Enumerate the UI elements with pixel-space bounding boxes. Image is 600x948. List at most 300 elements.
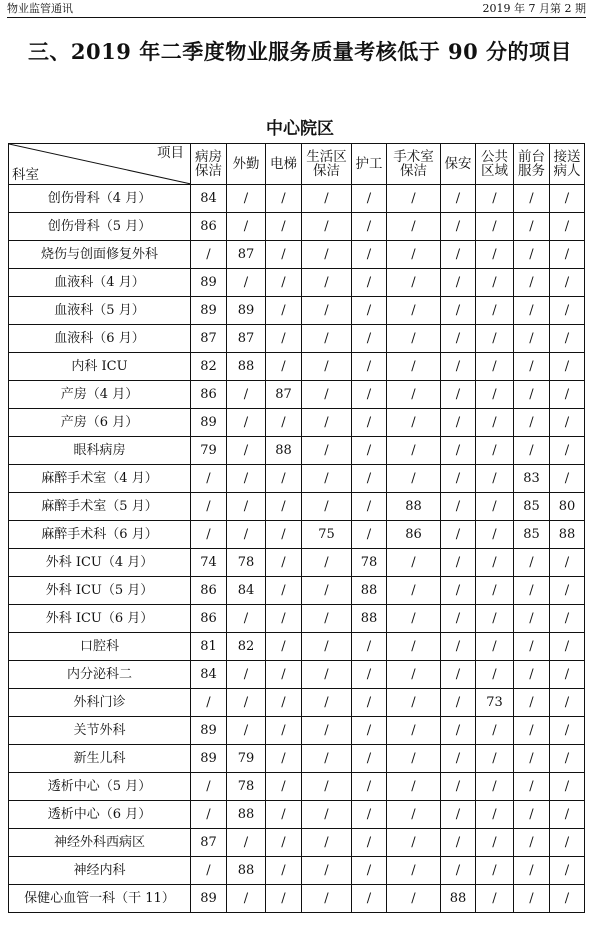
department-cell: 保健心血管一科（干 11）: [9, 885, 191, 913]
table-row: [9, 857, 585, 885]
department-cell: 口腔科: [9, 633, 191, 661]
score-cell: /: [514, 381, 550, 409]
score-cell: /: [191, 773, 227, 801]
score-cell: /: [191, 801, 227, 829]
score-cell: /: [550, 381, 585, 409]
score-cell: 87: [227, 241, 266, 269]
score-cell: /: [387, 689, 441, 717]
score-cell: /: [352, 801, 387, 829]
header-row: [9, 144, 585, 185]
score-cell: /: [514, 325, 550, 353]
score-cell: /: [266, 689, 302, 717]
score-cell: /: [302, 605, 352, 633]
score-cell: /: [302, 241, 352, 269]
score-cell: /: [302, 465, 352, 493]
department-cell: 麻醉手术科（6 月）: [9, 521, 191, 549]
score-cell: /: [514, 185, 550, 213]
score-cell: /: [514, 241, 550, 269]
table-row: [9, 297, 585, 325]
score-cell: 89: [191, 745, 227, 773]
score-cell: /: [476, 185, 514, 213]
score-cell: 88: [352, 577, 387, 605]
section-title: 中心院区: [266, 119, 334, 139]
score-cell: /: [227, 465, 266, 493]
score-cell: /: [266, 829, 302, 857]
score-cell: /: [352, 465, 387, 493]
column-header-line: 病房: [195, 149, 222, 165]
score-cell: /: [266, 745, 302, 773]
column-header-line: 电梯: [270, 156, 297, 172]
score-cell: /: [302, 857, 352, 885]
score-cell: 82: [227, 633, 266, 661]
department-cell: 眼科病房: [9, 437, 191, 465]
score-cell: /: [227, 269, 266, 297]
score-cell: /: [514, 829, 550, 857]
score-cell: 79: [191, 437, 227, 465]
score-cell: /: [514, 213, 550, 241]
score-cell: 87: [191, 829, 227, 857]
score-cell: /: [476, 269, 514, 297]
table-row: [9, 885, 585, 913]
score-cell: 86: [191, 605, 227, 633]
publication-name: 物业监管通讯: [7, 2, 73, 15]
score-cell: /: [441, 521, 476, 549]
score-cell: /: [476, 521, 514, 549]
department-cell: 产房（4 月）: [9, 381, 191, 409]
table-row: [9, 465, 585, 493]
score-cell: /: [441, 269, 476, 297]
score-cell: /: [227, 829, 266, 857]
score-cell: /: [550, 661, 585, 689]
score-cell: /: [387, 409, 441, 437]
score-cell: /: [352, 857, 387, 885]
score-cell: /: [550, 801, 585, 829]
score-cell: /: [227, 409, 266, 437]
score-cell: /: [352, 409, 387, 437]
score-cell: /: [441, 213, 476, 241]
score-cell: 88: [227, 801, 266, 829]
column-header: [352, 144, 387, 185]
score-cell: /: [441, 633, 476, 661]
score-cell: /: [266, 493, 302, 521]
score-cell: /: [441, 577, 476, 605]
score-cell: /: [352, 745, 387, 773]
score-cell: 89: [191, 269, 227, 297]
column-header-line: 区域: [481, 163, 508, 179]
score-cell: /: [352, 381, 387, 409]
score-cell: /: [266, 773, 302, 801]
score-cell: /: [514, 633, 550, 661]
score-cell: /: [191, 521, 227, 549]
score-cell: 88: [387, 493, 441, 521]
department-cell: 外科 ICU（6 月）: [9, 605, 191, 633]
column-header: [302, 144, 352, 185]
score-cell: /: [514, 689, 550, 717]
department-cell: 内分泌科二: [9, 661, 191, 689]
score-cell: /: [550, 549, 585, 577]
score-cell: /: [227, 437, 266, 465]
score-cell: /: [441, 801, 476, 829]
score-cell: /: [550, 633, 585, 661]
score-cell: /: [476, 829, 514, 857]
score-cell: /: [227, 885, 266, 913]
score-cell: /: [266, 521, 302, 549]
score-cell: /: [387, 465, 441, 493]
score-cell: /: [514, 605, 550, 633]
score-cell: /: [441, 717, 476, 745]
score-cell: /: [550, 605, 585, 633]
score-cell: /: [476, 885, 514, 913]
score-cell: /: [302, 829, 352, 857]
score-cell: 85: [514, 521, 550, 549]
score-cell: /: [266, 325, 302, 353]
column-header: [441, 144, 476, 185]
score-cell: /: [266, 661, 302, 689]
column-header-line: 病人: [553, 163, 581, 179]
score-cell: /: [387, 577, 441, 605]
score-cell: /: [441, 605, 476, 633]
score-cell: /: [550, 353, 585, 381]
score-cell: /: [352, 689, 387, 717]
table-row: [9, 325, 585, 353]
score-cell: 82: [191, 353, 227, 381]
score-cell: /: [227, 521, 266, 549]
score-cell: /: [352, 493, 387, 521]
score-cell: /: [191, 857, 227, 885]
table-row: [9, 241, 585, 269]
page-title: 三、2019 年二季度物业服务质量考核低于 90 分的项目: [27, 39, 573, 64]
score-cell: /: [266, 605, 302, 633]
score-cell: /: [352, 717, 387, 745]
score-cell: /: [227, 717, 266, 745]
table-row: [9, 381, 585, 409]
score-cell: /: [441, 549, 476, 577]
score-cell: /: [266, 269, 302, 297]
score-cell: /: [302, 353, 352, 381]
score-cell: /: [227, 605, 266, 633]
score-cell: /: [302, 437, 352, 465]
score-cell: /: [191, 241, 227, 269]
score-cell: /: [550, 857, 585, 885]
score-cell: /: [266, 241, 302, 269]
column-header: [387, 144, 441, 185]
score-cell: /: [441, 381, 476, 409]
score-cell: /: [476, 605, 514, 633]
score-cell: /: [514, 409, 550, 437]
score-cell: /: [387, 241, 441, 269]
score-cell: /: [302, 493, 352, 521]
score-cell: 84: [191, 661, 227, 689]
score-cell: /: [550, 241, 585, 269]
score-cell: /: [302, 325, 352, 353]
score-cell: /: [266, 297, 302, 325]
table-row: [9, 493, 585, 521]
score-cell: /: [550, 297, 585, 325]
department-cell: 内科 ICU: [9, 353, 191, 381]
department-cell: 外科 ICU（5 月）: [9, 577, 191, 605]
corner-header-cell: [9, 144, 191, 185]
table-header: [9, 144, 585, 185]
table-row: [9, 633, 585, 661]
score-cell: /: [302, 801, 352, 829]
department-cell: 产房（6 月）: [9, 409, 191, 437]
score-cell: /: [514, 745, 550, 773]
score-cell: /: [387, 605, 441, 633]
column-header: [227, 144, 266, 185]
score-cell: /: [191, 465, 227, 493]
score-cell: /: [514, 661, 550, 689]
score-cell: /: [302, 213, 352, 241]
table-row: [9, 185, 585, 213]
table-row: [9, 409, 585, 437]
score-cell: /: [514, 801, 550, 829]
score-cell: /: [387, 633, 441, 661]
score-cell: /: [476, 633, 514, 661]
score-cell: 88: [441, 885, 476, 913]
score-cell: 88: [227, 353, 266, 381]
table-row: [9, 605, 585, 633]
score-cell: /: [352, 885, 387, 913]
score-cell: /: [387, 353, 441, 381]
score-cell: /: [352, 213, 387, 241]
score-cell: /: [352, 773, 387, 801]
table-row: [9, 689, 585, 717]
score-cell: /: [514, 717, 550, 745]
column-header: [191, 144, 227, 185]
department-cell: 麻醉手术室（4 月）: [9, 465, 191, 493]
department-cell: 透析中心（6 月）: [9, 801, 191, 829]
score-cell: /: [227, 213, 266, 241]
score-cell: /: [352, 521, 387, 549]
score-cell: /: [387, 661, 441, 689]
score-cell: /: [476, 381, 514, 409]
score-cell: /: [266, 549, 302, 577]
table-row: [9, 717, 585, 745]
score-cell: 88: [550, 521, 585, 549]
department-cell: 关节外科: [9, 717, 191, 745]
score-cell: 79: [227, 745, 266, 773]
table-row: [9, 437, 585, 465]
score-cell: /: [550, 689, 585, 717]
score-cell: /: [352, 437, 387, 465]
score-cell: /: [441, 437, 476, 465]
column-header-line: 保洁: [313, 163, 340, 179]
score-cell: /: [514, 773, 550, 801]
score-cell: 89: [191, 297, 227, 325]
score-cell: 80: [550, 493, 585, 521]
score-cell: 75: [302, 521, 352, 549]
score-cell: /: [441, 745, 476, 773]
score-cell: /: [266, 465, 302, 493]
score-cell: /: [266, 213, 302, 241]
department-cell: 创伤骨科（5 月）: [9, 213, 191, 241]
department-cell: 神经外科西病区: [9, 829, 191, 857]
score-cell: 89: [227, 297, 266, 325]
score-cell: /: [302, 689, 352, 717]
score-cell: /: [476, 745, 514, 773]
score-cell: /: [227, 185, 266, 213]
score-cell: /: [227, 381, 266, 409]
score-cell: /: [352, 661, 387, 689]
score-cell: /: [514, 577, 550, 605]
score-cell: 78: [352, 549, 387, 577]
score-cell: /: [441, 465, 476, 493]
score-cell: 87: [191, 325, 227, 353]
score-cell: /: [514, 885, 550, 913]
score-cell: /: [550, 885, 585, 913]
column-header-line: 保安: [444, 156, 472, 172]
score-cell: /: [387, 381, 441, 409]
score-cell: 83: [514, 465, 550, 493]
score-cell: /: [476, 409, 514, 437]
score-cell: 87: [227, 325, 266, 353]
score-cell: /: [387, 213, 441, 241]
score-table: [8, 143, 585, 913]
score-cell: /: [266, 857, 302, 885]
score-cell: /: [387, 857, 441, 885]
score-cell: /: [302, 661, 352, 689]
score-cell: /: [302, 381, 352, 409]
score-cell: /: [266, 885, 302, 913]
table-row: [9, 353, 585, 381]
score-cell: /: [302, 885, 352, 913]
score-cell: /: [550, 577, 585, 605]
score-cell: 89: [191, 717, 227, 745]
score-cell: /: [476, 297, 514, 325]
header-divider: [7, 17, 586, 18]
score-cell: /: [227, 493, 266, 521]
score-cell: 88: [266, 437, 302, 465]
score-cell: /: [476, 549, 514, 577]
table-row: [9, 549, 585, 577]
score-cell: /: [302, 409, 352, 437]
score-cell: /: [302, 185, 352, 213]
score-cell: /: [387, 437, 441, 465]
score-cell: /: [266, 409, 302, 437]
score-cell: 89: [191, 885, 227, 913]
department-cell: 烧伤与创面修复外科: [9, 241, 191, 269]
score-cell: 87: [266, 381, 302, 409]
score-cell: /: [514, 353, 550, 381]
score-cell: /: [266, 801, 302, 829]
table-row: [9, 213, 585, 241]
score-cell: /: [302, 717, 352, 745]
score-cell: /: [302, 269, 352, 297]
table-body: [9, 185, 585, 913]
column-header-line: 公共: [481, 149, 508, 165]
score-cell: /: [387, 297, 441, 325]
score-cell: /: [352, 241, 387, 269]
score-cell: /: [514, 437, 550, 465]
score-cell: /: [352, 633, 387, 661]
score-cell: 88: [352, 605, 387, 633]
department-cell: 外科 ICU（4 月）: [9, 549, 191, 577]
score-cell: 86: [191, 381, 227, 409]
score-cell: /: [387, 549, 441, 577]
score-cell: /: [441, 857, 476, 885]
column-header-line: 生活区: [306, 149, 347, 165]
score-cell: 86: [387, 521, 441, 549]
score-cell: /: [550, 717, 585, 745]
score-cell: /: [387, 717, 441, 745]
score-cell: /: [476, 213, 514, 241]
score-cell: /: [266, 717, 302, 745]
score-cell: 85: [514, 493, 550, 521]
score-cell: /: [514, 549, 550, 577]
score-cell: /: [191, 689, 227, 717]
score-cell: /: [476, 241, 514, 269]
column-header-line: 保洁: [400, 163, 427, 179]
score-cell: /: [266, 353, 302, 381]
department-cell: 血液科（6 月）: [9, 325, 191, 353]
score-cell: /: [266, 185, 302, 213]
score-cell: /: [387, 325, 441, 353]
score-cell: /: [550, 745, 585, 773]
score-cell: 78: [227, 773, 266, 801]
score-cell: /: [514, 269, 550, 297]
column-header: [476, 144, 514, 185]
score-cell: /: [302, 773, 352, 801]
score-cell: 88: [227, 857, 266, 885]
table-row: [9, 801, 585, 829]
score-cell: /: [387, 185, 441, 213]
column-axis-label: 项目: [157, 145, 184, 161]
score-cell: 84: [191, 185, 227, 213]
score-cell: 73: [476, 689, 514, 717]
score-cell: /: [387, 773, 441, 801]
score-cell: /: [550, 465, 585, 493]
score-cell: /: [441, 829, 476, 857]
score-cell: /: [302, 549, 352, 577]
score-cell: /: [441, 661, 476, 689]
score-cell: 74: [191, 549, 227, 577]
score-cell: /: [476, 857, 514, 885]
column-header-line: 手术室: [393, 149, 434, 165]
score-cell: /: [352, 269, 387, 297]
score-cell: /: [441, 493, 476, 521]
score-cell: /: [441, 689, 476, 717]
department-cell: 创伤骨科（4 月）: [9, 185, 191, 213]
score-cell: /: [476, 577, 514, 605]
score-cell: /: [441, 773, 476, 801]
department-cell: 透析中心（5 月）: [9, 773, 191, 801]
score-cell: /: [441, 241, 476, 269]
score-cell: /: [441, 185, 476, 213]
score-cell: /: [476, 717, 514, 745]
column-header-line: 前台: [518, 149, 545, 165]
department-cell: 血液科（4 月）: [9, 269, 191, 297]
column-header-line: 护工: [355, 156, 383, 172]
table-row: [9, 773, 585, 801]
score-cell: /: [266, 577, 302, 605]
department-cell: 外科门诊: [9, 689, 191, 717]
column-header: [514, 144, 550, 185]
score-cell: /: [266, 633, 302, 661]
column-header: [550, 144, 585, 185]
score-cell: /: [476, 801, 514, 829]
table-row: [9, 521, 585, 549]
row-axis-label: 科室: [12, 167, 39, 183]
score-cell: /: [302, 633, 352, 661]
score-cell: /: [191, 493, 227, 521]
score-cell: /: [550, 185, 585, 213]
score-cell: /: [227, 689, 266, 717]
score-cell: /: [352, 185, 387, 213]
score-cell: 78: [227, 549, 266, 577]
score-cell: /: [550, 829, 585, 857]
column-header-line: 服务: [518, 163, 545, 179]
table-row: [9, 745, 585, 773]
